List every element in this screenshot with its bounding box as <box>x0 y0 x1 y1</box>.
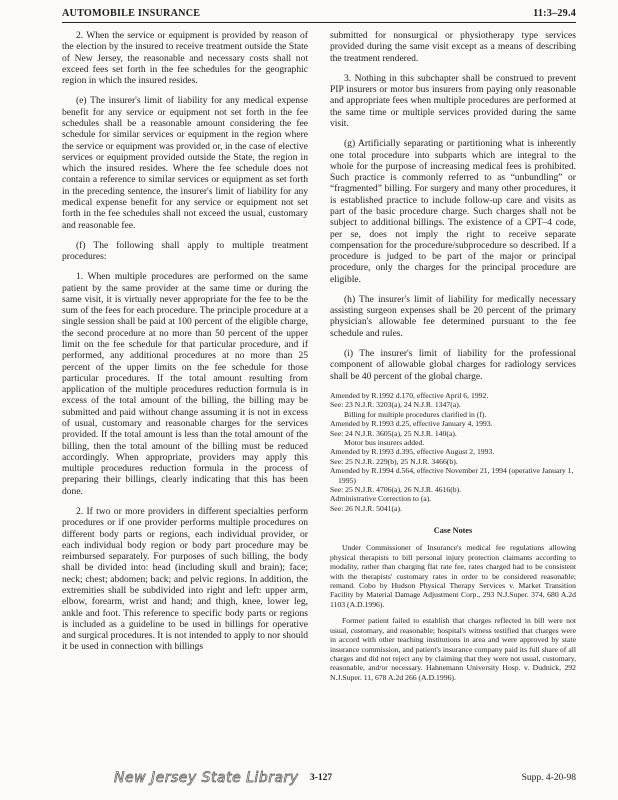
paragraph-d2: 2. When the service or equipment is provided by reason of the election by the insured to receive treatment outside the State of New Jersey, the reasonable and necessary costs shall not exceed fees set forth in the fee schedules for the geographic region in which the insured resides. <box>62 30 308 87</box>
history-note: Motor bus insurers added. <box>344 437 425 447</box>
history-line: See: 25 N.J.R. 4706(a), 26 N.J.R. 4616(b). <box>330 484 462 494</box>
paragraph-i: (i) The insurer's limit of liability for the professional component of allowable global charges for radiology services shall be 40 percent of the global charge. <box>330 348 576 382</box>
history-line: Administrative Correction to (a). <box>330 494 432 504</box>
history-line: See: 24 N.J.R. 3605(a), 25 N.J.R. 140(a). <box>330 428 457 438</box>
history-line: Amended by R.1993 d.25, effective January 4, 1993. <box>330 419 493 429</box>
paragraph-f3: 3. Nothing in this subchapter shall be construed to prevent PIP insurers or motor bus insurers from paying only reasonable and appropriate fees when multiple procedures are performed at the same time or multiple services provided during the same visit. <box>330 72 576 129</box>
paragraph-g: (g) Artificially separating or partitioning what is inherently one total procedure into subparts which are integral to the whole for the purpose of increasing medical fees is prohibited. Such practice is commonly referred to as “unbundling” or “fragmented” billing. For surgery and many other procedures, it is established practice to include follow-up care and visits as part of the basic procedure charge. Such charges shall not be subject to additional billings. The existence of a CPT–4 code, per se, does not imply the right to receive separate compensation for the procedure/subprocedure so described. If a procedure is judged to be part of the major or principal procedure, only the charges for the principal procedure are eligible. <box>330 138 576 285</box>
left-column <box>62 30 308 662</box>
history-line: See: 26 N.J.R. 5041(a). <box>330 503 402 513</box>
case-notes <box>330 543 576 682</box>
case-notes-heading: Case Notes <box>433 526 473 536</box>
history-line: See: 25 N.J.R. 229(b), 25 N.J.R. 3466(b). <box>330 456 458 466</box>
history-note: Billing for multiple procedures clarified in (f). <box>344 409 487 419</box>
paragraph-f: (f) The following shall apply to multiple treatment procedures: <box>62 239 308 263</box>
library-stamp: New Jersey State Library <box>114 770 299 786</box>
header-section-number: 11:3–29.4 <box>533 8 576 19</box>
amendment-history <box>330 391 576 513</box>
paragraph-h: (h) The insurer's limit of liability for medically necessary assisting surgeon expenses shall be 20 percent of the primary physician's allowable fee determined pursuant to the fee schedule and rules. <box>330 293 576 339</box>
case-note: Former patient failed to establish that charges reflected in bill were not usual, customary, and reasonable; hospital's witness testified that charges were in accord with other teaching institutions in area and were approved by state insurance commission, and patient's insurance company paid its full share of all charges and did not reject any by claiming that they were not usual, customary, reasonable, and/or necessary. Hahnemann University Hosp. v. Dudnick, 292 N.J.Super. 11, 678 A.2d 266 (A.D.1996). <box>330 616 576 682</box>
history-line: Amended by R.1993 d.395, effective August 2, 1993. <box>330 447 495 457</box>
paragraph-f1: 1. When multiple procedures are performed on the same patient by the same provider at the same time or during the same visit, it is virtually never appropriate for the fee to be the sum of the fees for each procedure. The principle procedure at a single session shall be paid at 100 percent of the eligible charge, the second procedure at no more than 50 percent of the upper limit on the fee schedule for that particular procedure, and if performed, any additional procedures at no more than 25 percent of the upper limits on the fee schedule for those particular procedures. If the total amount resulting from application of the multiple procedures reduction formula is in excess of the total amount of the billing, the billing may be submitted and paid without change assuming it is not in excess of usual, customary and reasonable charges for the services provided. If the total amount is less than the total amount of the billing, then the total amount of the billing must be reduced accordingly. When appropriate, providers may apply this multiple procedures reduction formula in the process of preparing their billings, clearly indicating that this has been done. <box>62 271 308 497</box>
history-line: Amended by R.1992 d.170, effective April 6, 1992. <box>330 390 489 400</box>
page-footer <box>62 770 576 788</box>
history-line: Amended by R.1994 d.564, effective November 21, 1994 (operative January 1, 1995) <box>330 466 574 485</box>
paragraph-f2-continued: submitted for nonsurgical or physiotherapy type services provided during the same visit except as a means of describing the treatment rendered. <box>330 30 576 64</box>
case-note: Under Commissioner of Insurance's medical fee regulations allowing physical therapists to bill personal injury protection claimants according to modality, rather than charging flat rate fee, rates charged had to be consistent with the therapists' customary rates in order to be considered reasonable; remand. Cobo by Hudson Physical Therapy Services v. Market Transition Facility by Material Damage Adjustment Corp., 293 N.J.Super. 374, 680 A.2d 1103 (A.D.1996). <box>330 543 576 609</box>
page-number: 3-127 <box>310 773 333 783</box>
history-line: See: 23 N.J.R. 3203(a), 24 N.J.R. 1347(a). <box>330 400 461 410</box>
header-title: AUTOMOBILE INSURANCE <box>62 8 201 19</box>
running-header <box>62 8 576 23</box>
right-column <box>330 30 576 689</box>
supplement-date: Supp. 4-20-98 <box>521 773 576 783</box>
paragraph-e: (e) The insurer's limit of liability for any medical expense benefit for any service or equipment not set forth in the fee schedules shall be a reasonable amount considering the fee schedule for similar services or equipment in the region where the service or equipment was provided or, in the case of elective services or equipment provided outside the State, the region in which the insured resides. Where the fee schedule does not contain a reference to similar services or equipment as set forth in the preceding sentence, the insurer's limit of liability for any medical expense benefit for any service or equipment not set forth in the fee schedules shall not exceed the usual, customary and reasonable fee. <box>62 95 308 231</box>
paragraph-f2: 2. If two or more providers in different specialties perform procedures or if one provider performs multiple procedures on different body parts or regions, each individual provider, or each individual body region or body part procedure may be reimbursed separately. For purposes of such billing, the body shall be divided into: head (including skull and brain); face; neck; chest; abdomen; back; and pelvic regions. In addition, the extremities shall be subdivided into right and left: upper arm, elbow, forearm, wrist and hand; and thigh, knee, lower leg, ankle and foot. This reference to specific body parts or regions is included as a guideline to be used in billings for operative and surgical procedures. It is not intended to apply to nor should it be used in connection with billings <box>62 505 308 653</box>
